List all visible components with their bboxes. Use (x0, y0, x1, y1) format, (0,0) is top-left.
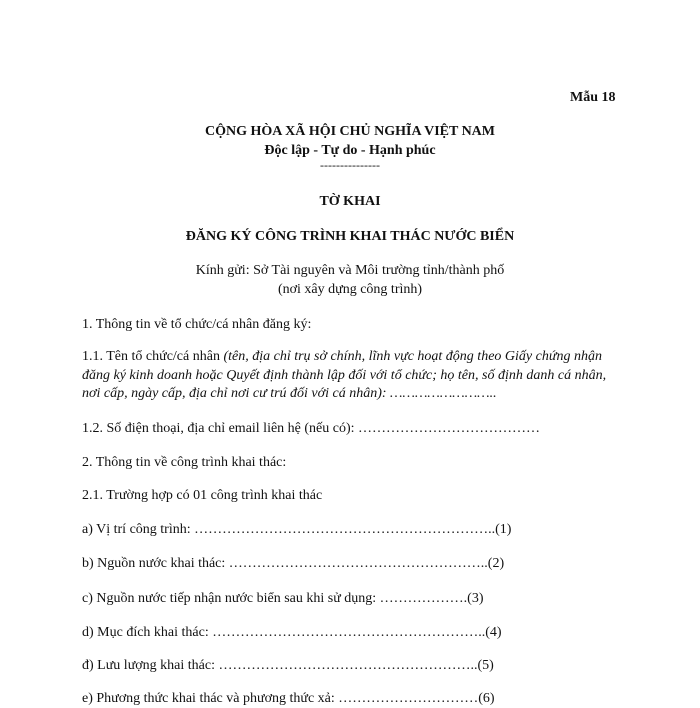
header-separator: --------------- (320, 158, 380, 172)
field-water-source: b) Nguồn nước khai thác: ………………………………………………..(2) (82, 556, 505, 571)
recipient-line: Kính gửi: Sở Tài nguyên và Môi trường tỉnh/thành phố (195, 263, 505, 278)
field-method: e) Phương thức khai thác và phương thức xả: …………………………(6) (82, 691, 495, 706)
section-1-heading: 1. Thông tin về tổ chức/cá nhân đăng ký: (82, 317, 312, 332)
document-subtitle: ĐĂNG KÝ CÔNG TRÌNH KHAI THÁC NƯỚC BIỂN (185, 229, 515, 244)
section-1-2: 1.2. Số điện thoại, địa chỉ email liên hệ (nếu có): ………………………………… (82, 421, 541, 436)
field-receiving-source: c) Nguồn nước tiếp nhận nước biển sau khi sử dụng: ……………….(3) (82, 591, 484, 606)
field-purpose: d) Mục đích khai thác: …………………………………………………..(4) (82, 625, 502, 640)
section-2-heading: 2. Thông tin về công trình khai thác: (82, 455, 287, 470)
section-1-1-label: 1.1. Tên tổ chức/cá nhân (82, 349, 224, 364)
section-1-1 (82, 348, 622, 404)
section-2-1-heading: 2.1. Trường hợp có 01 công trình khai thác (82, 488, 323, 503)
document-title: TỜ KHAI (319, 194, 381, 209)
national-motto: Độc lập - Tự do - Hạnh phúc (264, 143, 436, 158)
section-1-1-note: (tên, địa chỉ trụ sở chính, lĩnh vực hoạt động theo Giấy chứng nhận đăng ký kinh doanh hoặc Quyết định thành lập đối với tổ chức; họ tên, số định danh cá nhân, nơi cấp, ngày cấp, địa chỉ nơi cư trú đối với cá nhân): …………………….. (82, 349, 607, 401)
country-name: CỘNG HÒA XÃ HỘI CHỦ NGHĨA VIỆT NAM (204, 124, 495, 139)
field-location: a) Vị trí công trình: ………………………………………………………..(1) (82, 522, 512, 537)
recipient-note: (nơi xây dựng công trình) (277, 282, 423, 297)
field-flow-rate: đ) Lưu lượng khai thác: ………………………………………………..(5) (82, 658, 494, 673)
form-code: Mẫu 18 (570, 90, 616, 105)
